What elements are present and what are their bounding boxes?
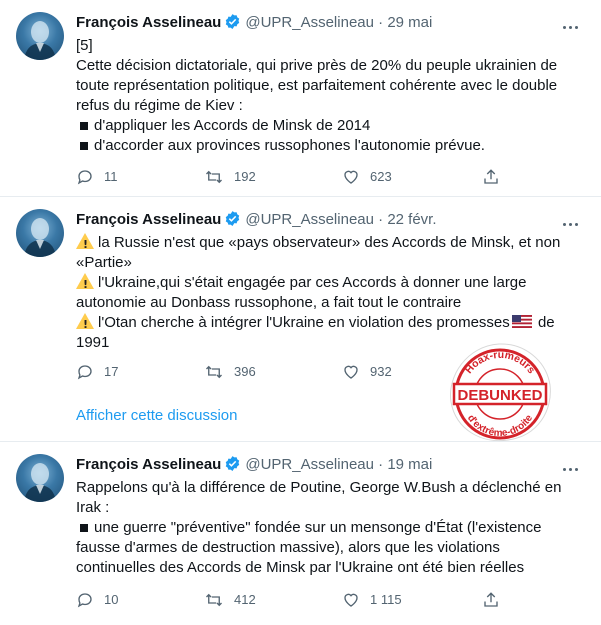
- like-button[interactable]: [342, 167, 392, 187]
- like-button[interactable]: [342, 590, 402, 610]
- text-line: Rappelons qu'à la différence de Poutine, George W.Bush a déclenché en: [76, 479, 562, 496]
- tweet-header: [76, 454, 561, 476]
- bullet-item: une guerre "préventive" fondée sur un mensonge d'État (l'existence: [76, 518, 581, 538]
- tweet-text: [76, 233, 581, 353]
- tweet-date[interactable]: 22 févr.: [387, 211, 437, 228]
- retweet-button[interactable]: [204, 167, 256, 187]
- retweet-count: 192: [234, 169, 256, 184]
- text-line: fausse d'armes de destruction massive), alors que les violations: [76, 539, 500, 556]
- reply-button[interactable]: [76, 590, 118, 610]
- text-line: Cette décision dictatoriale, qui prive près de 20% du peuple ukrainien de: [76, 57, 558, 74]
- author-name[interactable]: François Asselineau: [76, 456, 222, 473]
- tweet-header: [76, 209, 561, 231]
- warning-icon: [76, 233, 94, 249]
- retweet-icon: [204, 591, 224, 609]
- text-line: de: [537, 314, 555, 331]
- stamp-bottom-text: d'extrême-droite: [464, 412, 536, 440]
- stamp-center-text: DEBUNKED: [457, 387, 543, 404]
- text-line: continuelles des Accords de Minsk par l'Ukraine ont été bien réelles: [76, 559, 525, 576]
- author-name[interactable]: François Asselineau: [76, 211, 222, 228]
- bullet-icon: [80, 142, 88, 150]
- warning-icon: [76, 273, 94, 289]
- like-count: 1 115: [370, 592, 402, 607]
- verified-icon: [224, 210, 241, 234]
- tweet-text: [76, 478, 581, 578]
- bullet-item: d'appliquer les Accords de Minsk de 2014: [76, 116, 581, 136]
- reply-button[interactable]: [76, 167, 118, 187]
- retweet-icon: [204, 363, 224, 381]
- tweet-header: [76, 12, 561, 34]
- share-icon: [482, 168, 500, 186]
- share-icon: [482, 591, 500, 609]
- reply-count: 11: [104, 169, 118, 184]
- more-icon[interactable]: [563, 458, 581, 472]
- tweet-date[interactable]: 29 mai: [387, 14, 433, 31]
- avatar[interactable]: [16, 209, 64, 257]
- retweet-count: 412: [234, 592, 256, 607]
- bullet-icon: [80, 524, 88, 532]
- text-line: Irak :: [76, 499, 110, 516]
- like-button[interactable]: [342, 362, 392, 382]
- text-line: «Partie»: [76, 254, 132, 271]
- tweet[interactable]: [0, 442, 601, 625]
- text-line: toute représentation politique, est parfaitement cohérente avec le double: [76, 77, 558, 94]
- more-icon[interactable]: [563, 213, 581, 227]
- show-thread-link[interactable]: Afficher cette discussion: [76, 407, 238, 424]
- us-flag-icon: [512, 315, 532, 328]
- verified-icon: [224, 13, 241, 37]
- reply-icon: [76, 591, 94, 609]
- more-icon[interactable]: [563, 16, 581, 30]
- retweet-icon: [204, 168, 224, 186]
- share-button[interactable]: [482, 167, 510, 187]
- like-count: 932: [370, 364, 392, 379]
- tweet-actions: [76, 590, 506, 610]
- tweet-date[interactable]: 19 mai: [387, 456, 433, 473]
- separator: ·: [378, 456, 384, 473]
- reply-count: 17: [104, 364, 119, 379]
- reply-count: 10: [104, 592, 119, 607]
- tweet-text: [76, 36, 581, 156]
- stamp-top-text: Hoax-rumeurs: [462, 348, 538, 377]
- reply-button[interactable]: [76, 362, 118, 382]
- tweet-actions: [76, 167, 506, 187]
- text-line: 1991: [76, 334, 110, 351]
- retweet-button[interactable]: [204, 590, 256, 610]
- separator: ·: [378, 14, 384, 31]
- like-icon: [342, 591, 360, 609]
- avatar[interactable]: [16, 12, 64, 60]
- like-icon: [342, 168, 360, 186]
- text-line: [5]: [76, 37, 93, 54]
- author-handle[interactable]: @UPR_Asselineau: [245, 211, 374, 228]
- text-line: l'Otan cherche à intégrer l'Ukraine en violation des promesses: [98, 314, 510, 331]
- bullet-item: d'accorder aux provinces russophones l'autonomie prévue.: [76, 136, 581, 156]
- author-handle[interactable]: @UPR_Asselineau: [245, 14, 374, 31]
- text-line: la Russie n'est que «pays observateur» des Accords de Minsk, et non: [98, 234, 561, 251]
- retweet-count: 396: [234, 364, 256, 379]
- text-line: refus du régime de Kiev :: [76, 97, 243, 114]
- share-button[interactable]: [482, 590, 510, 610]
- avatar[interactable]: [16, 454, 64, 502]
- bullet-icon: [80, 122, 88, 130]
- text-line: l'Ukraine,qui s'était engagée par ces Accords à donner une large: [98, 274, 527, 291]
- reply-icon: [76, 363, 94, 381]
- author-handle[interactable]: @UPR_Asselineau: [245, 456, 374, 473]
- text-line: autonomie au Donbass russophone, a fait tout le contraire: [76, 294, 462, 311]
- separator: ·: [378, 211, 384, 228]
- verified-icon: [224, 455, 241, 479]
- debunked-stamp: [442, 340, 557, 445]
- retweet-button[interactable]: [204, 362, 256, 382]
- like-count: 623: [370, 169, 392, 184]
- author-name[interactable]: François Asselineau: [76, 14, 222, 31]
- warning-icon: [76, 313, 94, 329]
- tweet[interactable]: [0, 0, 601, 197]
- like-icon: [342, 363, 360, 381]
- reply-icon: [76, 168, 94, 186]
